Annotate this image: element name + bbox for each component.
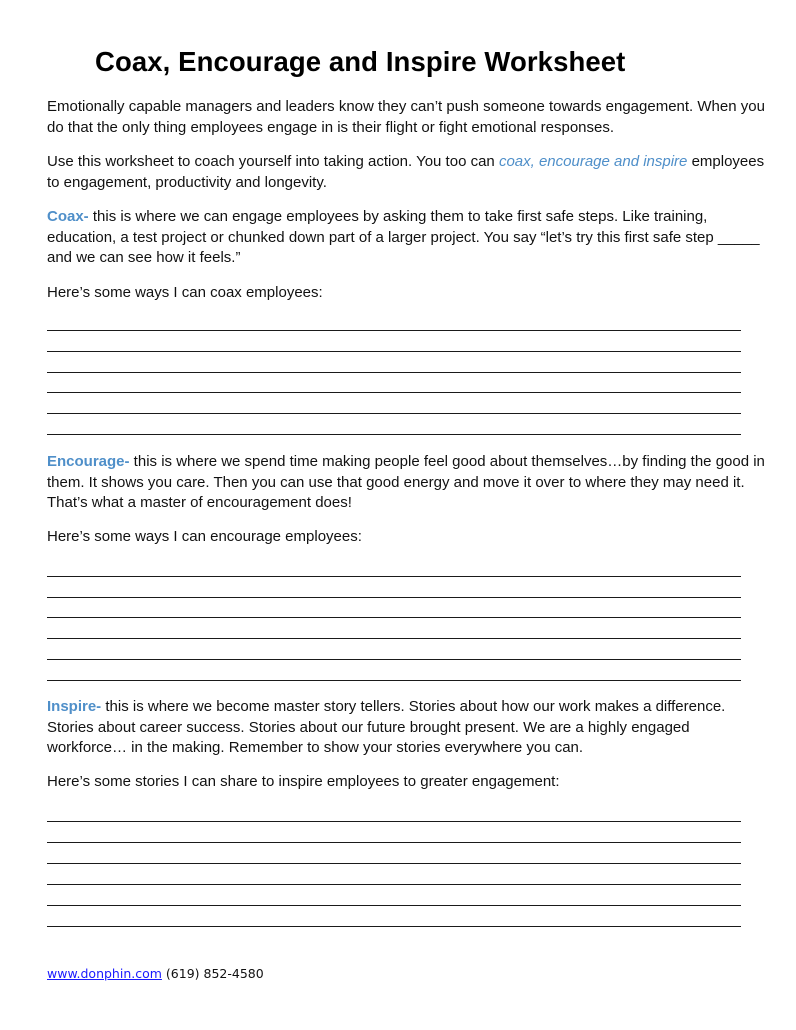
coax-description	[47, 207, 767, 269]
inspire-answer-line-2[interactable]	[47, 842, 741, 843]
intro-paragraph-1: Emotionally capable managers and leaders know they can’t push someone towards engagement. When you do that the only thing employees engage in is their flight or fight emotional responses.	[47, 98, 765, 136]
coax-text: this is where we can engage employees by asking them to take first safe steps. Like training, education, a test project or chunked down part of a larger project. You say “let’s try this first safe step _____ and we can see how it feels.”	[47, 208, 760, 266]
intro-p2-text-start: Use this worksheet to coach yourself into taking action. You too can	[47, 153, 499, 170]
intro-p2-highlight: coax, encourage and inspire	[498, 153, 688, 170]
inspire-description	[47, 697, 767, 759]
intro-p2-text-end: employees to engagement, productivity and longevity.	[47, 153, 765, 191]
footer	[47, 966, 264, 981]
inspire-prompt: Here’s some stories I can share to inspire employees to greater engagement:	[47, 773, 560, 790]
coax-answer-line-6[interactable]	[47, 434, 741, 435]
website-link[interactable]: www.donphin.com	[47, 966, 162, 981]
page-title: Coax, Encourage and Inspire Worksheet	[95, 46, 626, 77]
encourage-answer-line-5[interactable]	[47, 659, 741, 660]
inspire-answer-line-5[interactable]	[47, 905, 741, 906]
coax-answer-line-1[interactable]	[47, 330, 741, 331]
inspire-answer-line-3[interactable]	[47, 863, 741, 864]
encourage-answer-line-6[interactable]	[47, 680, 741, 681]
coax-label: Coax-	[47, 208, 89, 225]
phone-number: (619) 852-4580	[161, 966, 264, 981]
inspire-answer-line-1[interactable]	[47, 821, 741, 822]
encourage-answer-line-3[interactable]	[47, 617, 741, 618]
coax-answer-line-4[interactable]	[47, 392, 741, 393]
encourage-text: this is where we spend time making people feel good about themselves…by finding the good in them. It shows you care. Then you can use that good energy and move it over to where they may need it. That’s what a master of encouragement does!	[47, 453, 765, 511]
inspire-answer-line-4[interactable]	[47, 884, 741, 885]
intro-paragraph-2	[47, 152, 767, 193]
inspire-answer-line-6[interactable]	[47, 926, 741, 927]
encourage-answer-line-2[interactable]	[47, 597, 741, 598]
encourage-description	[47, 452, 767, 514]
coax-answer-line-2[interactable]	[47, 351, 741, 352]
coax-answer-line-5[interactable]	[47, 413, 741, 414]
encourage-label: Encourage-	[47, 453, 130, 470]
encourage-answer-line-4[interactable]	[47, 638, 741, 639]
coax-prompt: Here’s some ways I can coax employees:	[47, 284, 323, 301]
encourage-answer-line-1[interactable]	[47, 576, 741, 577]
coax-answer-line-3[interactable]	[47, 372, 741, 373]
inspire-text: this is where we become master story tellers. Stories about how our work makes a difference. Stories about career success. Stories about our future brought present. We are a highly engaged workforce… in the making. Remember to show your stories everywhere you can.	[47, 698, 726, 756]
encourage-prompt: Here’s some ways I can encourage employees:	[47, 528, 362, 545]
inspire-label: Inspire-	[47, 698, 102, 715]
